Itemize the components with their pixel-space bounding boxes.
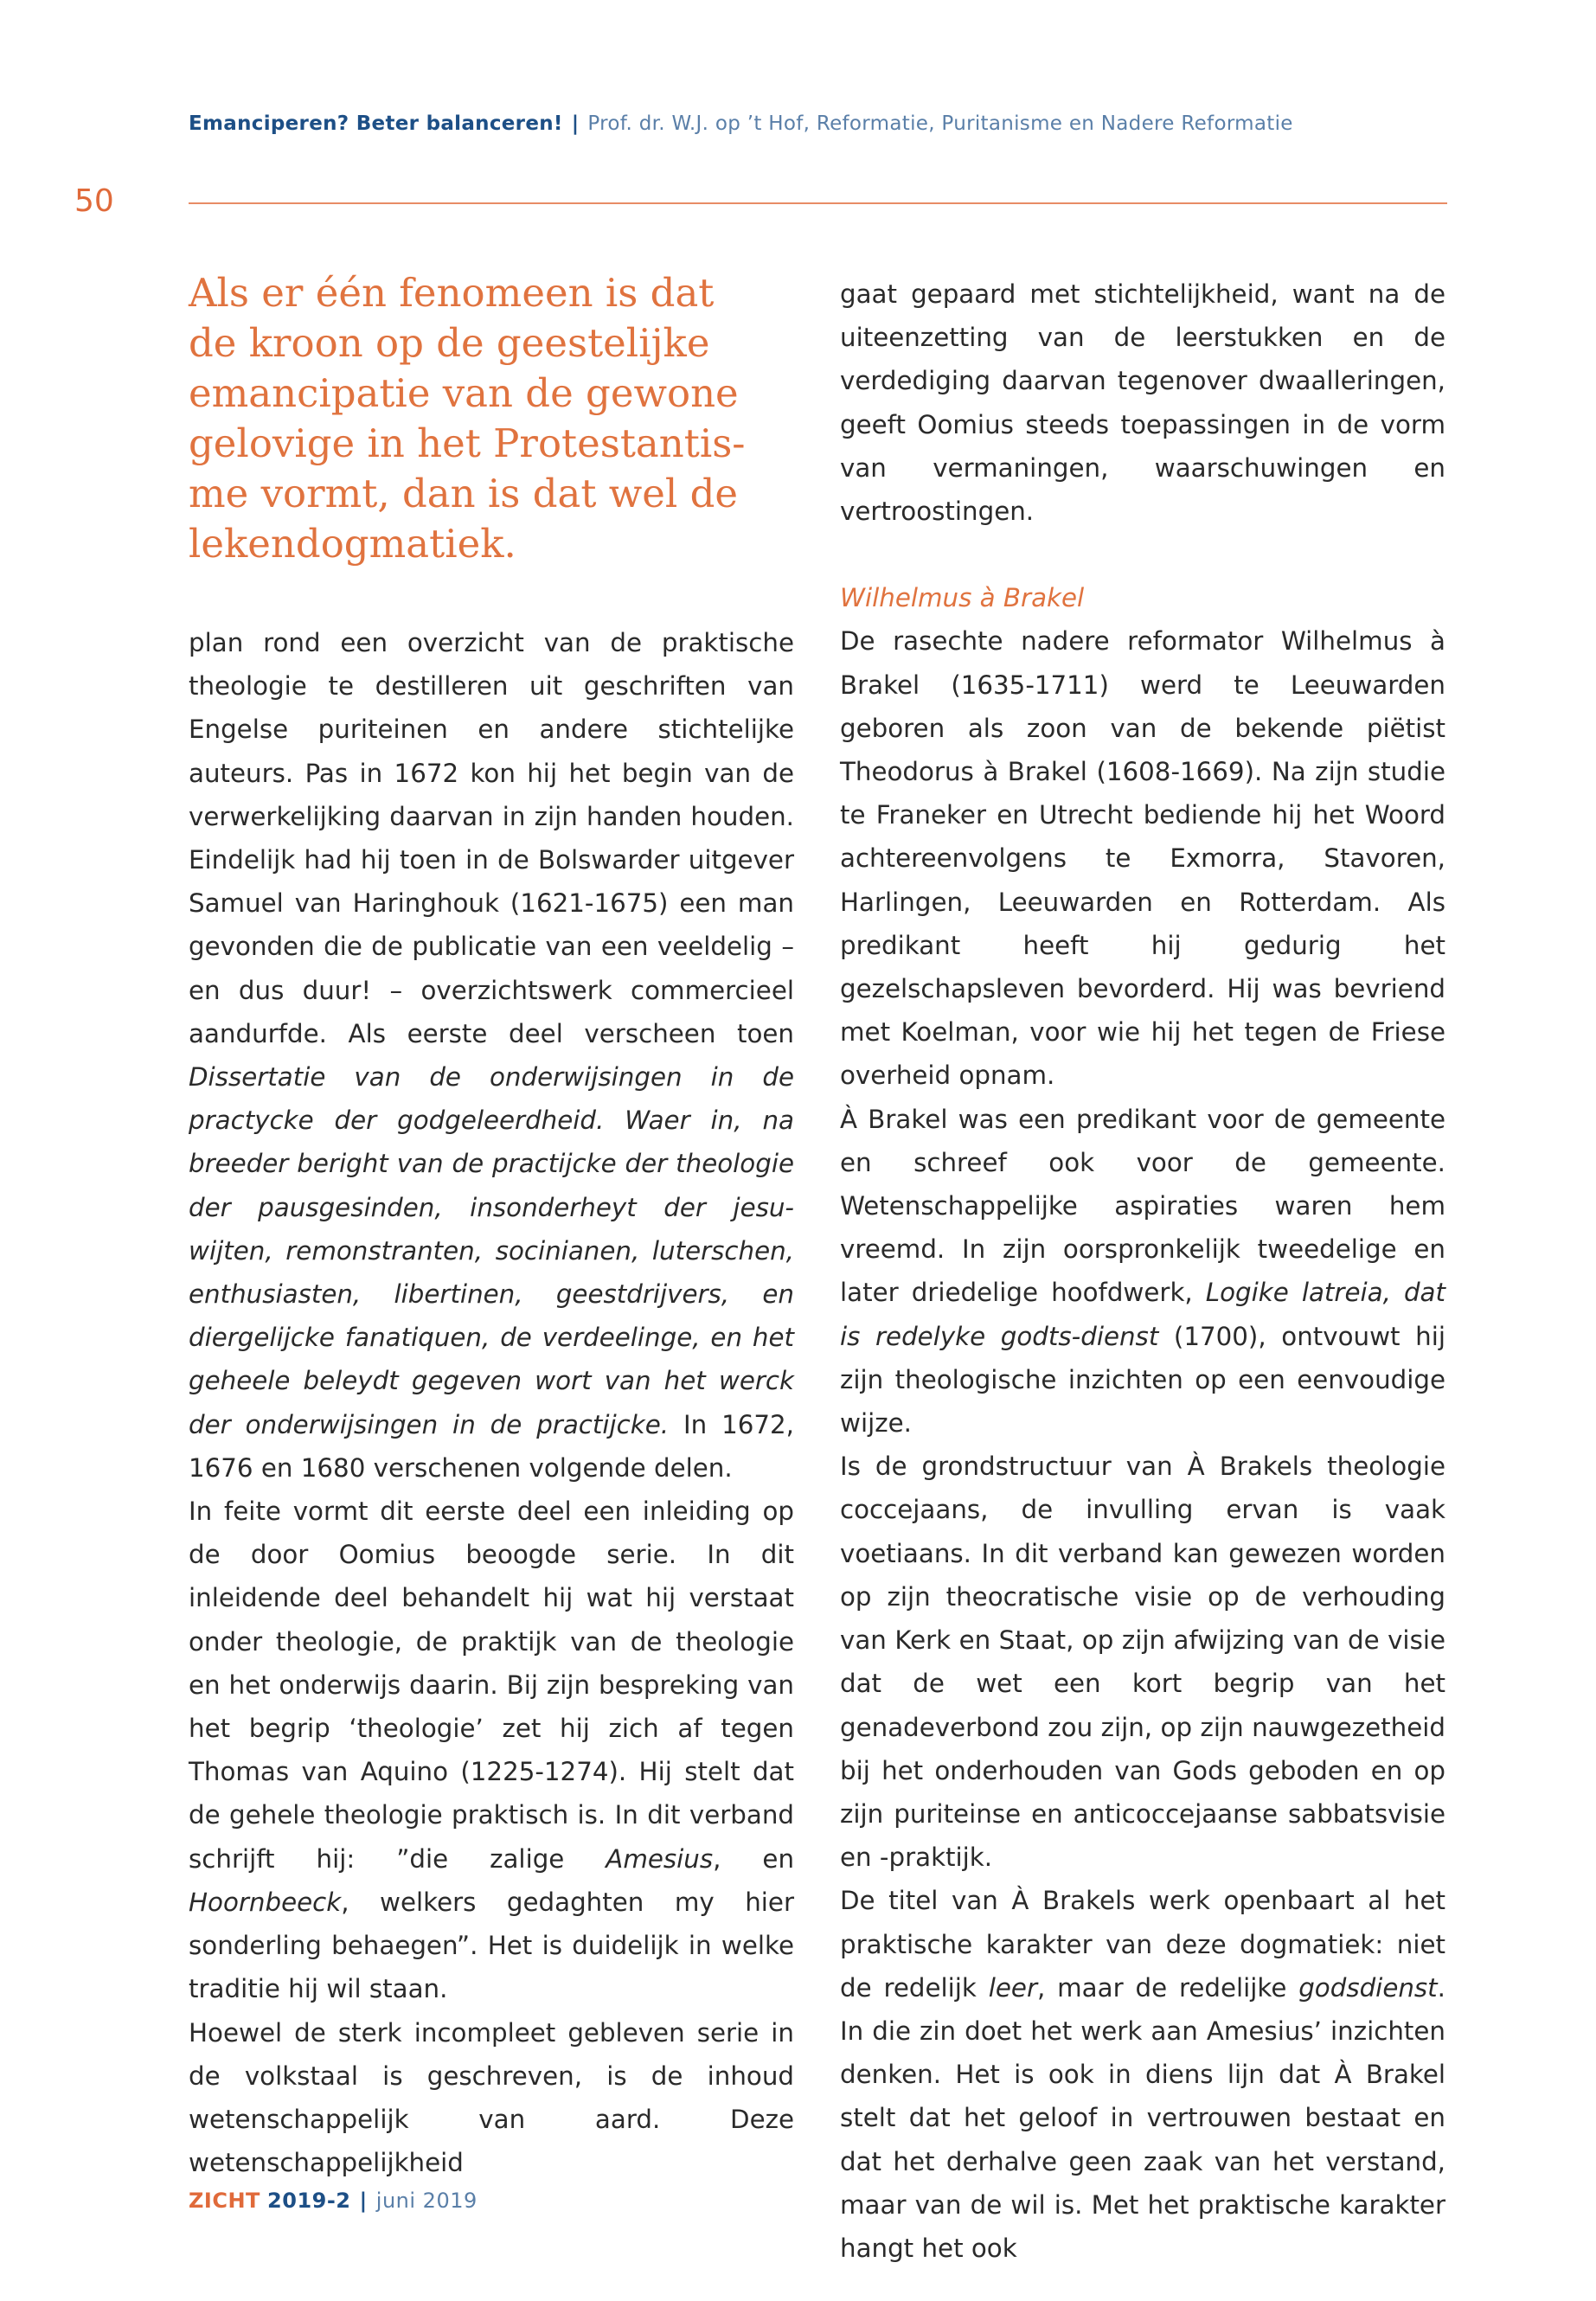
paragraph: À Brakel was een predikant voor de gemeente en schreef ook voor de gemeente. Wetenschappelijke aspiraties waren hem vreemd. In zijn oorspronkelijk tweedelige en later driedelige hoofdwerk, Logike latreia, dat is redelyke godts-dienst (1700), ontvouwt hij zijn theologische inzichten op een eenvoudige wijze. <box>840 1104 1445 1439</box>
emphasis: leer <box>988 1972 1037 2003</box>
header-separator: | <box>571 112 580 135</box>
issue-date: juni 2019 <box>375 2189 478 2213</box>
pull-quote-line: emancipatie van de gewone <box>189 370 739 416</box>
emphasis: godsdienst <box>1298 1972 1438 2003</box>
magazine-brand: ZICHT <box>189 2189 260 2213</box>
pull-quote-line: Als er één fenomeen is dat <box>189 270 715 316</box>
pull-quote-line: me vormt, dan is dat wel de <box>189 471 739 516</box>
paragraph: Is de grondstructuur van À Brakels theologie coccejaans, de invulling ervan is vaak voetiaans. In dit verband kan gewezen worden op zijn theocratische visie op de verhouding van Kerk en Staat, op zijn afwijzing van de visie dat de wet een kort begrip van het genadeverbond zou zijn, op zijn nauwgezetheid bij het onderhouden van Gods geboden en op zijn puriteinse en anticoccejaanse sabbatsvisie en -praktijk. <box>840 1452 1445 1873</box>
paragraph: gaat gepaard met stichtelijkheid, want na de uiteenzetting van de leerstukken en de verdediging daarvan tegenover dwaalleringen, geeft Oomius steeds toepassingen in de vorm van vermaningen, waarschuwingen en vertroostingen. <box>840 279 1445 527</box>
paragraph: plan rond een overzicht van de praktische theologie te destilleren uit geschriften van Engelse puriteinen en andere stichtelijke auteurs. Pas in 1672 kon hij het begin van de verwerkelijking daarvan in zijn handen houden. Eindelijk had hij toen in de Bolswarder uitgever Samuel van Haringhouk (1621-1675) een man gevonden die de publicatie van een veeldelig – en dus duur! – overzichtswerk commercieel aandurfde. Als eerste deel verscheen toen Dissertatie van de onderwijsingen in de practycke der godgeleerdheid. Waer in, na breeder beright van de practijcke der theologie der pausgesinden, insonderheyt der jesu-wijten, remonstranten, socinianen, luterschen, enthusiasten, libertinen, geestdrijvers, en diergelijcke fanatiquen, de verdeelinge, en het geheele beleydt gegeven wort van het werck der onderwijsingen in de practijcke. In 1672, 1676 en 1680 verschenen volgende delen. <box>189 628 794 1483</box>
footer-separator: | <box>359 2189 368 2213</box>
footer <box>189 2189 478 2213</box>
pull-quote-line: gelovige in het Protestantis- <box>189 420 746 466</box>
section-heading: Wilhelmus à Brakel <box>840 583 1085 613</box>
header-rule <box>189 202 1447 204</box>
pull-quote <box>189 268 794 569</box>
left-column <box>189 621 794 2184</box>
issue-number: 2019-2 <box>267 2189 351 2213</box>
running-head <box>189 112 1293 135</box>
book-title: Dissertatie van de onderwijsingen in de practycke der godgeleerdheid. Waer in, na breeder beright van de practijcke der theologie der pausgesinden, insonderheyt der jesu-wijten, remonstranten, socinianen, luterschen, enthusiasten, libertinen, geestdrijvers, en diergelijcke fanatiquen, de verdeelinge, en het geheele beleydt gegeven wort van het werck der onderwijsingen in de practijcke. <box>189 1062 794 1439</box>
paragraph: In feite vormt dit eerste deel een inleiding op de door Oomius beoogde serie. In dit inleidende deel behandelt hij wat hij verstaat onder theologie, de praktijk van de theologie en het onderwijs daarin. Bij zijn bespreking van het begrip ‘theologie’ zet hij zich af tegen Thomas van Aquino (1225-1274). Hij stelt dat de gehele theologie praktisch is. In dit verband schrijft hij: ”die zalige Amesius, en Hoornbeeck, welkers gedaghten my hier sonderling behaegen”. Het is duidelijk in welke traditie hij wil staan. <box>189 1497 795 2004</box>
right-column <box>840 272 1445 2270</box>
page-number: 50 <box>74 183 114 219</box>
paragraph: De titel van À Brakels werk openbaart al het praktische karakter van deze dogmatiek: niet de redelijk leer, maar de redelijke godsdienst. In die zin doet het werk aan Amesius’ inzichten denken. Het is ook in diens lijn dat À Brakel stelt dat het geloof in vertrouwen bestaat en dat het derhalve geen zaak van het verstand, maar van de wil is. Met het praktische karakter hangt het ook <box>840 1886 1445 2263</box>
emphasis: Hoornbeeck <box>189 1887 342 1917</box>
article-info: Prof. dr. W.J. op ’t Hof, Reformatie, Puritanisme en Nadere Reformatie <box>587 112 1293 135</box>
pull-quote-line: de kroon op de geestelijke <box>189 320 710 366</box>
emphasis: Amesius <box>606 1843 714 1874</box>
book-title: Logike latreia, dat is redelyke godts-dienst <box>840 1278 1445 1351</box>
paragraph: De rasechte nadere reformator Wilhelmus à Brakel (1635-1711) werd te Leeuwarden geboren als zoon van de bekende piëtist Theodorus à Brakel (1608-1669). Na zijn studie te Franeker en Utrecht bediende hij het Woord achtereenvolgens te Exmorra, Stavoren, Harlingen, Leeuwarden en Rotterdam. Als predikant heeft hij gedurig het gezelschapsleven bevorderd. Hij was bevriend met Koelman, voor wie hij het tegen de Friese overheid opnam. <box>840 626 1445 1091</box>
pull-quote-line: lekendogmatiek. <box>189 521 516 567</box>
magazine-title: Emanciperen? Beter balanceren! <box>189 112 563 135</box>
paragraph: Hoewel de sterk incompleet gebleven serie in de volkstaal is geschreven, is de inhoud wetenschappelijk van aard. Deze wetenschappelijkheid <box>189 2017 794 2178</box>
